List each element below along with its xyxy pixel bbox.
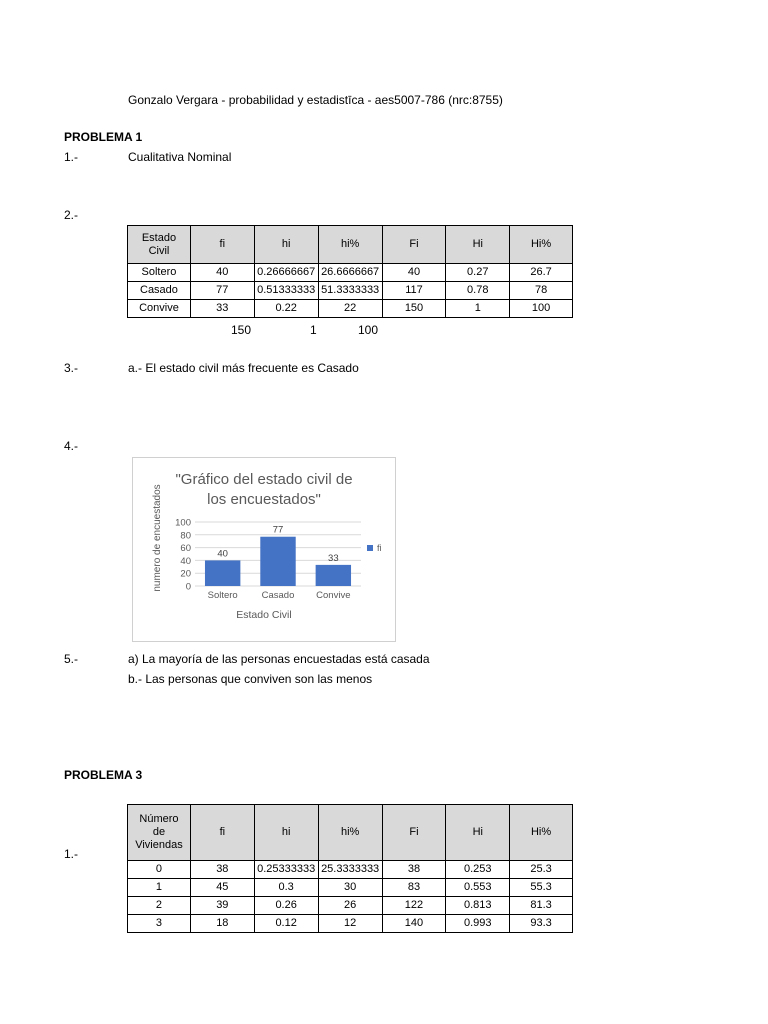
table-row [128,915,573,933]
item-number-4: 4.- [64,439,79,453]
y-axis-title: numero de encuestados [152,484,163,592]
header-numero-viviendas: Número de Viviendas [128,805,191,861]
chart-title: "Gráfico del estado civil de [175,471,353,488]
table-cell: Convive [128,300,191,318]
table-cell: 0.553 [446,879,510,897]
table-cell: 150 [382,300,446,318]
data-label: 33 [328,552,339,564]
frequency-table-estado-civil [127,225,573,318]
table-cell: 25.3333333 [318,861,382,879]
problem1-title: PROBLEMA 1 [64,130,143,144]
header-Hi: Hi [446,226,510,264]
y-tick-label: 20 [180,568,191,580]
x-axis-title: Estado Civil [236,609,292,621]
table-row [128,861,573,879]
table-cell: 30 [318,879,382,897]
y-tick-label: 100 [175,517,191,529]
table-cell: 25.3 [510,861,573,879]
bar [205,560,240,586]
legend-label: fi [377,543,382,553]
header-Fi: Fi [382,226,446,264]
table-cell: 83 [382,879,446,897]
table-cell: 122 [382,897,446,915]
table-cell: 26.6666667 [318,264,382,282]
table-cell: 0.51333333 [254,282,318,300]
table-cell: 51.3333333 [318,282,382,300]
y-tick-label: 80 [180,530,191,542]
table-cell: 0.993 [446,915,510,933]
total-fi: 150 [231,323,252,337]
table-cell: 0 [128,861,191,879]
table-row [128,282,573,300]
total-hi-percent: 100 [358,323,379,337]
x-tick-label: Convive [316,590,351,601]
header-Fi: Fi [382,805,446,861]
x-tick-label: Soltero [207,590,238,601]
chart-title: los encuestados" [207,491,321,508]
answer-3: a.- El estado civil más frecuente es Casado [128,361,359,375]
problem3-item-number-1: 1.- [64,847,79,861]
document-header: Gonzalo Vergara - probabilidad y estadistīca - aes5007-786 (nrc:8755) [128,93,503,107]
header-hi-percent: hi% [318,226,382,264]
table-cell: 0.12 [254,915,318,933]
item-number-3: 3.- [64,361,79,375]
data-label: 77 [272,524,284,536]
table-cell: 93.3 [510,915,573,933]
x-tick-label: Casado [261,590,295,601]
header-hi-percent: hi% [318,805,382,861]
table-cell: 0.813 [446,897,510,915]
table-cell: 12 [318,915,382,933]
table-row [128,897,573,915]
header-Hi: Hi [446,805,510,861]
table-cell: 38 [190,861,254,879]
bar [260,537,295,586]
table-cell: 2 [128,897,191,915]
table-cell: 77 [190,282,254,300]
header-hi: hi [254,226,318,264]
frequency-table-viviendas [127,804,573,933]
bar-chart-svg [133,458,395,641]
table-cell: 3 [128,915,191,933]
table-cell: 26 [318,897,382,915]
table-cell: 26.7 [510,264,573,282]
table-cell: 1 [128,879,191,897]
header-fi: fi [190,805,254,861]
header-Hi-percent: Hi% [510,226,573,264]
table-cell: 1 [446,300,510,318]
table-cell: Soltero [128,264,191,282]
y-tick-label: 60 [180,543,191,555]
table-cell: 22 [318,300,382,318]
table-cell: 33 [190,300,254,318]
table-cell: 117 [382,282,446,300]
answer-1: Cualitativa Nominal [128,150,232,164]
table-cell: 39 [190,897,254,915]
header-fi: fi [190,226,254,264]
table-row [128,879,573,897]
table-cell: 0.3 [254,879,318,897]
table-cell: 40 [190,264,254,282]
table-cell: 0.26666667 [254,264,318,282]
item-number-5: 5.- [64,652,79,666]
answer-5a: a) La mayoría de las personas encuestadas está casada [128,652,430,666]
table-row [128,264,573,282]
item-number-1: 1.- [64,150,79,164]
table-row [128,300,573,318]
table-cell: 140 [382,915,446,933]
table-cell: 0.25333333 [254,861,318,879]
table-cell: 0.26 [254,897,318,915]
table-cell: 0.22 [254,300,318,318]
table-cell: 78 [510,282,573,300]
bar-chart [132,457,396,642]
total-hi: 1 [310,323,317,337]
legend-swatch [367,545,373,551]
table-cell: 18 [190,915,254,933]
table-cell: 0.78 [446,282,510,300]
table-cell: Casado [128,282,191,300]
problem3-title: PROBLEMA 3 [64,768,143,782]
data-label: 40 [217,548,228,560]
table-cell: 81.3 [510,897,573,915]
bar [316,565,351,586]
table-cell: 100 [510,300,573,318]
table-cell: 0.27 [446,264,510,282]
header-hi: hi [254,805,318,861]
table-cell: 55.3 [510,879,573,897]
table-cell: 40 [382,264,446,282]
header-estado-civil: Estado Civil [128,226,191,264]
table-cell: 45 [190,879,254,897]
table-cell: 38 [382,861,446,879]
header-Hi-percent: Hi% [510,805,573,861]
item-number-2: 2.- [64,208,79,222]
y-tick-label: 0 [185,581,191,593]
y-tick-label: 40 [180,555,191,567]
answer-5b: b.- Las personas que conviven son las menos [128,672,373,686]
table-cell: 0.253 [446,861,510,879]
